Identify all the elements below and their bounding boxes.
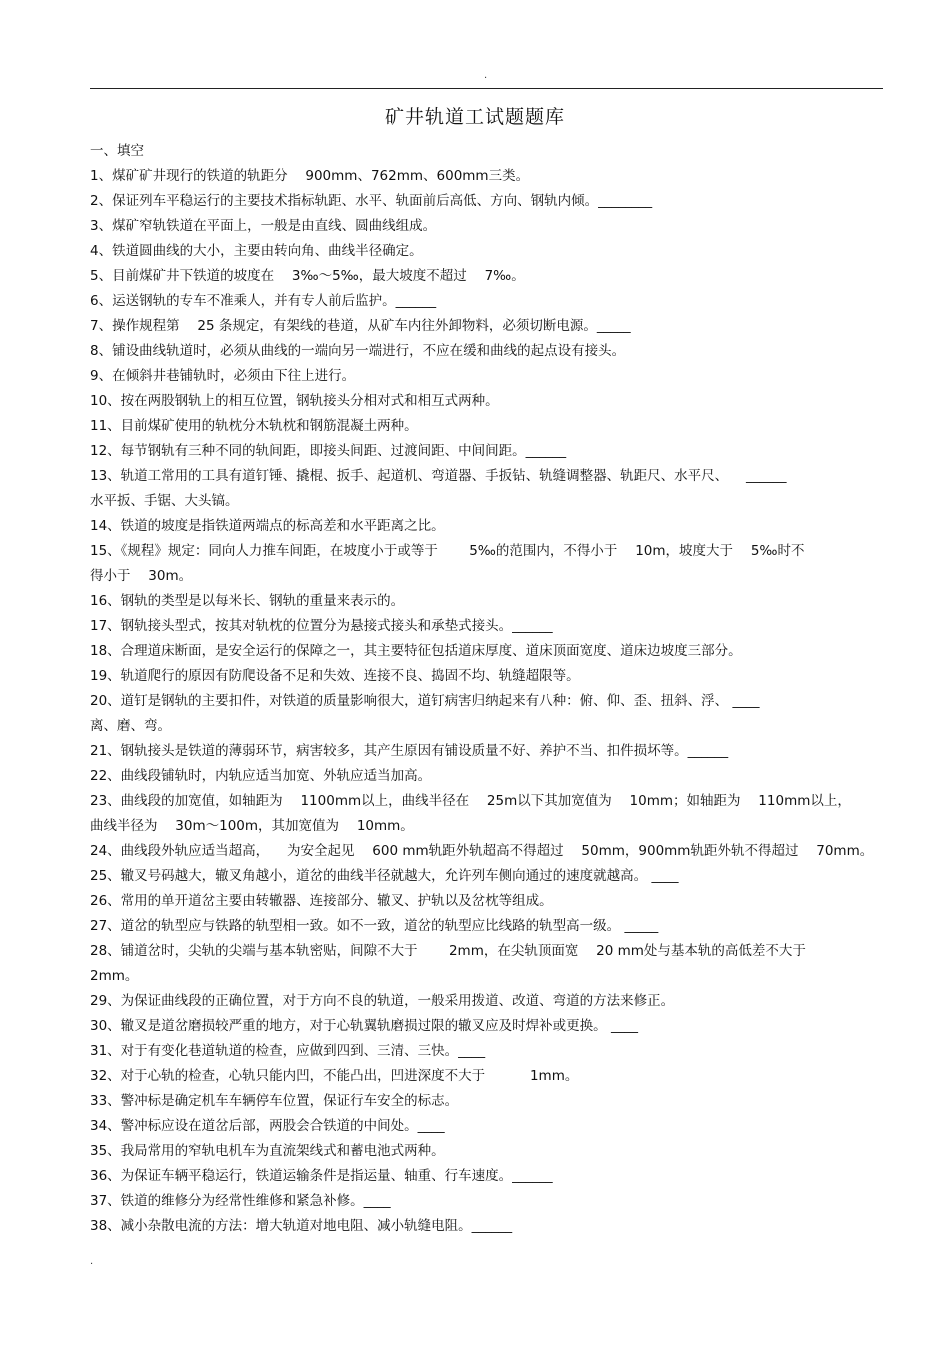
question-line: 23、曲线段的加宽值，如轴距为 1100mm以上，曲线半径在 25m以下其加宽值为 10mm；如轴距为 110mm以上， — [90, 793, 851, 809]
question-line: 31、对于有变化巷道轨道的检查，应做到四到、三清、三快。____ — [90, 1043, 486, 1059]
question-line: 21、钢轨接头是铁道的薄弱环节，病害较多，其产生原因有铺设质量不好、养护不当、扣件损坏等。______ — [90, 743, 729, 759]
question-line: 34、警冲标应设在道岔后部，两股会合铁道的中间处。____ — [90, 1118, 445, 1134]
question-line: 22、曲线段铺轨时，内轨应适当加宽、外轨应适当加高。 — [90, 768, 432, 784]
question-line: 19、轨道爬行的原因有防爬设备不足和失效、连接不良、捣固不均、轨缝超限等。 — [90, 668, 580, 684]
question-line: 27、道岔的轨型应与铁路的轨型相一致。如不一致，道岔的轨型应比线路的轨型高一级。 _____ — [90, 918, 659, 934]
question-line: 3、煤矿窄轨铁道在平面上，一般是由直线、圆曲线组成。 — [90, 218, 437, 234]
question-line: 32、对于心轨的检查，心轨只能内凹，不能凸出，凹进深度不大于 1mm。 — [90, 1068, 579, 1084]
question-line: 26、常用的单开道岔主要由转辙器、连接部分、辙叉、护轨以及岔枕等组成。 — [90, 893, 553, 909]
question-line: 24、曲线段外轨应适当超高， 为安全起见 600 mm轨距外轨超高不得超过 50mm，900mm轨距外轨不得超过 70mm。 — [90, 843, 874, 859]
section-heading: 一、填空 — [90, 143, 144, 159]
document-title: 矿井轨道工试题题库 — [384, 106, 565, 128]
page-header-mark: . — [484, 70, 488, 81]
question-line: 12、每节钢轨有三种不同的轨间距，即接头间距、过渡间距、中间间距。______ — [90, 443, 567, 459]
question-line: 37、铁道的维修分为经常性维修和紧急补修。____ — [90, 1193, 391, 1209]
question-line: 16、钢轨的类型是以每米长、钢轨的重量来表示的。 — [90, 593, 405, 609]
question-list — [90, 164, 885, 1239]
question-line: 离、磨、弯。 — [90, 718, 171, 734]
question-line: 30、辙叉是道岔磨损较严重的地方，对于心轨翼轨磨损过限的辙叉应及时焊补或更换。 ____ — [90, 1018, 638, 1034]
question-line: 4、铁道圆曲线的大小，主要由转向角、曲线半径确定。 — [90, 243, 423, 259]
question-line: 曲线半径为 30m～100m，其加宽值为 10mm。 — [90, 818, 414, 834]
question-line: 13、轨道工常用的工具有道钉锤、撬棍、扳手、起道机、弯道器、手扳钻、轨缝调整器、轨距尺、水平尺、 ______ — [90, 468, 787, 484]
question-line: 36、为保证车辆平稳运行，铁道运输条件是指运量、轴重、行车速度。______ — [90, 1168, 553, 1184]
question-line: 2、保证列车平稳运行的主要技术指标轨距、水平、轨面前后高低、方向、钢轨内倾。________ — [90, 193, 653, 209]
question-line: 33、警冲标是确定机车车辆停车位置，保证行车安全的标志。 — [90, 1093, 459, 1109]
question-line: 9、在倾斜井巷铺轨时，必须由下往上进行。 — [90, 368, 356, 384]
question-line: 28、铺道岔时，尖轨的尖端与基本轨密贴，间隙不大于 2mm，在尖轨顶面宽 20 mm处与基本轨的高低差不大于 — [90, 943, 806, 959]
question-line: 水平扳、手锯、大头镐。 — [90, 493, 239, 509]
question-line: 得小于 30m。 — [90, 568, 193, 584]
question-line: 6、运送钢轨的专车不准乘人，并有专人前后监护。______ — [90, 293, 437, 309]
question-line: 5、目前煤矿井下铁道的坡度在 3‰～5‰，最大坡度不超过 7‰。 — [90, 268, 525, 284]
question-line: 35、我局常用的窄轨电机车为直流架线式和蓄电池式两种。 — [90, 1143, 445, 1159]
question-line: 1、煤矿矿井现行的铁道的轨距分 900mm、762mm、600mm三类。 — [90, 168, 530, 184]
document-body — [90, 139, 885, 1239]
question-line: 11、目前煤矿使用的轨枕分木轨枕和钢筋混凝土两种。 — [90, 418, 418, 434]
question-line: 17、钢轨接头型式，按其对轨枕的位置分为悬接式接头和承垫式接头。______ — [90, 618, 553, 634]
question-line: 20、道钉是钢轨的主要扣件，对铁道的质量影响很大，道钉病害归纳起来有八种：俯、仰、歪、扭斜、浮、 ____ — [90, 693, 760, 709]
question-line: 15、《规程》规定：同向人力推车间距，在坡度小于或等于 5‰的范围内，不得小于 10m，坡度大于 5‰时不 — [90, 543, 805, 559]
question-line: 29、为保证曲线段的正确位置，对于方向不良的轨道，一般采用拨道、改道、弯道的方法来修正。 — [90, 993, 675, 1009]
question-line: 10、按在两股钢轨上的相互位置，钢轨接头分相对式和相互式两种。 — [90, 393, 499, 409]
question-line: 8、铺设曲线轨道时，必须从曲线的一端向另一端进行，不应在缓和曲线的起点设有接头。 — [90, 343, 626, 359]
question-line: 25、辙叉号码越大，辙叉角越小，道岔的曲线半径就越大，允许列车侧向通过的速度就越高。 ____ — [90, 868, 679, 884]
question-line: 18、合理道床断面，是安全运行的保障之一，其主要特征包括道床厚度、道床顶面宽度、道床边坡度三部分。 — [90, 643, 742, 659]
page-footer-mark: . — [90, 1256, 94, 1267]
question-line: 2mm。 — [90, 968, 139, 984]
question-line: 7、操作规程第 25 条规定，有架线的巷道，从矿车内往外卸物料，必须切断电源。_____ — [90, 318, 631, 334]
question-line: 38、减小杂散电流的方法：增大轨道对地电阻、减小轨缝电阻。______ — [90, 1218, 513, 1234]
question-line: 14、铁道的坡度是指铁道两端点的标高差和水平距离之比。 — [90, 518, 445, 534]
header-rule — [90, 88, 883, 89]
